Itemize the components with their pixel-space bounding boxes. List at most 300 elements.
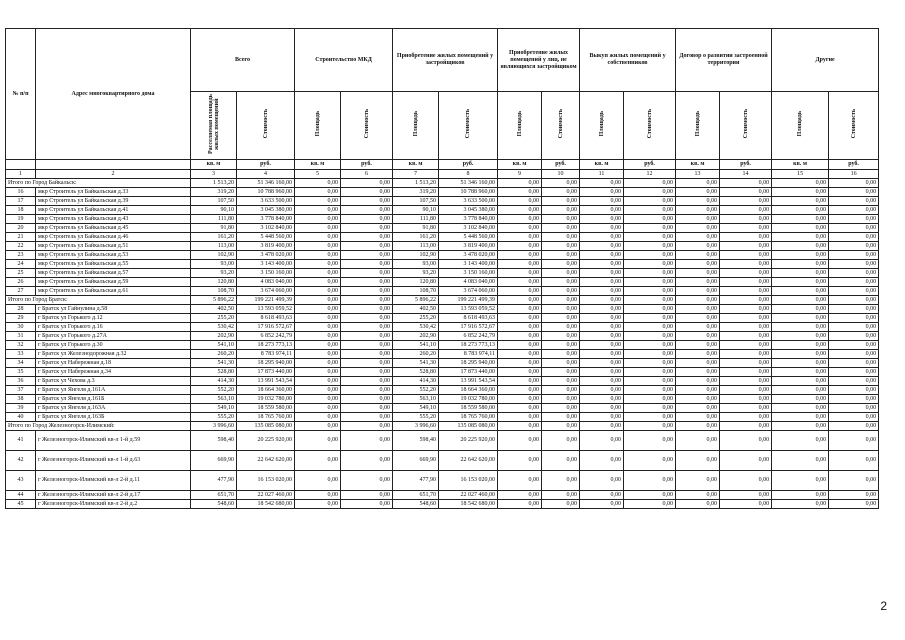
value-cell-c2: 0,00: [341, 251, 393, 260]
value-cell-zero: 0,00: [498, 395, 542, 404]
table-row: [6, 413, 879, 422]
table-row: [6, 278, 879, 287]
value-cell-a2: 0,00: [295, 215, 341, 224]
value-cell-c3: 22 027 460,00: [439, 491, 498, 500]
table-row: [6, 188, 879, 197]
value-cell-zero: 0,00: [829, 341, 879, 350]
value-cell-zero: 0,00: [624, 422, 676, 431]
row-number: 31: [6, 332, 36, 341]
value-cell-zero: 0,00: [829, 242, 879, 251]
unit-cell: руб.: [542, 160, 580, 170]
address-cell: г Братск ул Янгеля д.163Б: [36, 413, 191, 422]
units-empty-cell: [6, 160, 36, 170]
value-cell-zero: 0,00: [498, 179, 542, 188]
value-cell-cost: 8 783 974,11: [237, 350, 295, 359]
value-cell-zero: 0,00: [624, 377, 676, 386]
value-cell-cost: 19 032 780,00: [237, 395, 295, 404]
value-cell-c2: 0,00: [341, 179, 393, 188]
table-row: [6, 215, 879, 224]
row-number: 28: [6, 305, 36, 314]
address-cell: мкр Строитель ул Байкальская д.45: [36, 224, 191, 233]
value-cell-zero: 0,00: [498, 341, 542, 350]
value-cell-a2: 0,00: [295, 242, 341, 251]
value-cell-zero: 0,00: [676, 404, 720, 413]
value-cell-zero: 0,00: [720, 287, 772, 296]
value-cell-zero: 0,00: [772, 350, 829, 359]
value-cell-cost: 16 153 020,00: [237, 471, 295, 491]
value-cell-a2: 0,00: [295, 500, 341, 509]
value-cell-cost: 51 346 160,00: [237, 179, 295, 188]
value-cell-zero: 0,00: [542, 395, 580, 404]
table-row: [6, 206, 879, 215]
address-cell: мкр Строитель ул Байкальская д.41: [36, 206, 191, 215]
row-number: 20: [6, 224, 36, 233]
value-cell-zero: 0,00: [772, 197, 829, 206]
subheader-label: Площадь: [412, 111, 419, 137]
value-cell-a2: 0,00: [295, 471, 341, 491]
value-cell-a3: 90,10: [393, 206, 439, 215]
value-cell-zero: 0,00: [829, 377, 879, 386]
value-cell-zero: 0,00: [829, 451, 879, 471]
value-cell-zero: 0,00: [829, 314, 879, 323]
value-cell-zero: 0,00: [829, 323, 879, 332]
address-cell: г Братск ул Чехова д.3: [36, 377, 191, 386]
value-cell-zero: 0,00: [676, 188, 720, 197]
value-cell-a2: 0,00: [295, 422, 341, 431]
value-cell-zero: 0,00: [542, 251, 580, 260]
value-cell-zero: 0,00: [720, 368, 772, 377]
value-cell-zero: 0,00: [498, 215, 542, 224]
value-cell-zero: 0,00: [772, 269, 829, 278]
table-row: [6, 368, 879, 377]
value-cell-c3: 19 032 780,00: [439, 395, 498, 404]
value-cell-zero: 0,00: [580, 359, 624, 368]
value-cell-c2: 0,00: [341, 431, 393, 451]
address-cell: г Братск ул Набережная д.34: [36, 368, 191, 377]
value-cell-a2: 0,00: [295, 359, 341, 368]
value-cell-zero: 0,00: [498, 251, 542, 260]
value-cell-c2: 0,00: [341, 471, 393, 491]
subheader-label: Расселяемая площадь жилых помещений: [207, 94, 220, 154]
value-cell-zero: 0,00: [580, 471, 624, 491]
value-cell-zero: 0,00: [829, 197, 879, 206]
value-cell-c3: 13 593 059,52: [439, 305, 498, 314]
value-cell-zero: 0,00: [624, 206, 676, 215]
value-cell-zero: 0,00: [624, 278, 676, 287]
value-cell-a2: 0,00: [295, 314, 341, 323]
value-cell-zero: 0,00: [720, 197, 772, 206]
address-cell: мкр Строитель ул Байкальская д.53: [36, 251, 191, 260]
value-cell-cost: 8 618 493,63: [237, 314, 295, 323]
value-cell-zero: 0,00: [498, 451, 542, 471]
value-cell-zero: 0,00: [624, 431, 676, 451]
value-cell-zero: 0,00: [624, 341, 676, 350]
value-cell-c3: 18 559 580,00: [439, 404, 498, 413]
value-cell-a3: 598,40: [393, 431, 439, 451]
value-cell-zero: 0,00: [829, 422, 879, 431]
column-number-cell: 5: [295, 170, 341, 179]
value-cell-zero: 0,00: [772, 188, 829, 197]
value-cell-zero: 0,00: [624, 296, 676, 305]
value-cell-c2: 0,00: [341, 451, 393, 471]
value-cell-zero: 0,00: [580, 278, 624, 287]
value-cell-a2: 0,00: [295, 386, 341, 395]
value-cell-a2: 0,00: [295, 404, 341, 413]
value-cell-area: 563,10: [191, 395, 237, 404]
value-cell-zero: 0,00: [772, 260, 829, 269]
value-cell-cost: 3 143 400,00: [237, 260, 295, 269]
row-number: 22: [6, 242, 36, 251]
address-cell: мкр Строитель ул Байкальская д.55: [36, 260, 191, 269]
value-cell-zero: 0,00: [676, 431, 720, 451]
table-row: [6, 395, 879, 404]
value-cell-cost: 18 295 940,00: [237, 359, 295, 368]
value-cell-zero: 0,00: [624, 404, 676, 413]
value-cell-zero: 0,00: [676, 451, 720, 471]
subheader-label: Площадь: [797, 111, 804, 137]
value-cell-c2: 0,00: [341, 413, 393, 422]
value-cell-zero: 0,00: [720, 242, 772, 251]
value-cell-zero: 0,00: [580, 233, 624, 242]
value-cell-zero: 0,00: [580, 287, 624, 296]
value-cell-zero: 0,00: [498, 224, 542, 233]
subtotal-row: [6, 296, 879, 305]
value-cell-zero: 0,00: [676, 242, 720, 251]
value-cell-zero: 0,00: [720, 206, 772, 215]
value-cell-zero: 0,00: [580, 242, 624, 251]
value-cell-c2: 0,00: [341, 368, 393, 377]
value-cell-cost: 3 478 020,00: [237, 251, 295, 260]
column-number-cell: 10: [542, 170, 580, 179]
value-cell-c2: 0,00: [341, 215, 393, 224]
value-cell-a3: 528,80: [393, 368, 439, 377]
report-sheet: [5, 28, 878, 509]
value-cell-c3: 18 273 773,13: [439, 341, 498, 350]
value-cell-area: 260,20: [191, 350, 237, 359]
row-number: 26: [6, 278, 36, 287]
value-cell-zero: 0,00: [772, 224, 829, 233]
value-cell-c3: 4 083 040,00: [439, 278, 498, 287]
value-cell-zero: 0,00: [542, 206, 580, 215]
subheader-cell: [676, 92, 720, 160]
table-row: [6, 260, 879, 269]
header-group-development-agreement: Договор о развитии застроенной территории: [676, 29, 772, 92]
row-number: 18: [6, 206, 36, 215]
value-cell-a2: 0,00: [295, 491, 341, 500]
value-cell-c3: 51 346 160,00: [439, 179, 498, 188]
value-cell-a3: 255,20: [393, 314, 439, 323]
value-cell-zero: 0,00: [498, 471, 542, 491]
value-cell-zero: 0,00: [498, 386, 542, 395]
value-cell-zero: 0,00: [580, 179, 624, 188]
value-cell-zero: 0,00: [624, 233, 676, 242]
value-cell-a3: 202,90: [393, 332, 439, 341]
row-number: 25: [6, 269, 36, 278]
value-cell-zero: 0,00: [542, 377, 580, 386]
value-cell-zero: 0,00: [720, 413, 772, 422]
subheader-cell: [829, 92, 879, 160]
unit-cell: кв. м: [295, 160, 341, 170]
value-cell-zero: 0,00: [772, 368, 829, 377]
value-cell-zero: 0,00: [498, 350, 542, 359]
value-cell-a2: 0,00: [295, 197, 341, 206]
address-cell: г Железногорск-Илимский кв-л 2-й д.2: [36, 500, 191, 509]
header-group-buyout: Выкуп жилых помещений у собственников: [580, 29, 676, 92]
value-cell-zero: 0,00: [624, 314, 676, 323]
unit-cell: кв. м: [772, 160, 829, 170]
column-number-cell: 12: [624, 170, 676, 179]
table-row: [6, 332, 879, 341]
value-cell-zero: 0,00: [580, 206, 624, 215]
value-cell-zero: 0,00: [624, 287, 676, 296]
value-cell-zero: 0,00: [772, 278, 829, 287]
value-cell-c2: 0,00: [341, 260, 393, 269]
value-cell-area: 530,42: [191, 323, 237, 332]
value-cell-c3: 18 542 680,00: [439, 500, 498, 509]
value-cell-c2: 0,00: [341, 404, 393, 413]
value-cell-zero: 0,00: [498, 242, 542, 251]
value-cell-zero: 0,00: [542, 287, 580, 296]
value-cell-zero: 0,00: [542, 179, 580, 188]
value-cell-zero: 0,00: [829, 206, 879, 215]
value-cell-zero: 0,00: [772, 491, 829, 500]
value-cell-zero: 0,00: [676, 341, 720, 350]
value-cell-zero: 0,00: [580, 296, 624, 305]
value-cell-zero: 0,00: [772, 332, 829, 341]
value-cell-area: 90,10: [191, 206, 237, 215]
value-cell-zero: 0,00: [676, 422, 720, 431]
value-cell-a2: 0,00: [295, 305, 341, 314]
address-cell: г Братск ул Горького д.16: [36, 323, 191, 332]
value-cell-zero: 0,00: [720, 404, 772, 413]
table-row: [6, 314, 879, 323]
row-number: 33: [6, 350, 36, 359]
value-cell-zero: 0,00: [676, 251, 720, 260]
value-cell-c2: 0,00: [341, 287, 393, 296]
value-cell-zero: 0,00: [772, 296, 829, 305]
column-number-cell: 3: [191, 170, 237, 179]
value-cell-zero: 0,00: [772, 471, 829, 491]
value-cell-zero: 0,00: [624, 395, 676, 404]
value-cell-cost: 22 642 620,00: [237, 451, 295, 471]
value-cell-c2: 0,00: [341, 386, 393, 395]
value-cell-zero: 0,00: [720, 260, 772, 269]
value-cell-c2: 0,00: [341, 242, 393, 251]
value-cell-c3: 18 765 760,00: [439, 413, 498, 422]
value-cell-zero: 0,00: [676, 206, 720, 215]
value-cell-area: 202,90: [191, 332, 237, 341]
value-cell-zero: 0,00: [542, 305, 580, 314]
value-cell-zero: 0,00: [542, 368, 580, 377]
value-cell-a3: 102,90: [393, 251, 439, 260]
value-cell-zero: 0,00: [720, 359, 772, 368]
value-cell-a3: 1 513,20: [393, 179, 439, 188]
table-row: [6, 323, 879, 332]
value-cell-area: 555,20: [191, 413, 237, 422]
value-cell-zero: 0,00: [498, 359, 542, 368]
unit-cell: кв. м: [676, 160, 720, 170]
table-row: [6, 377, 879, 386]
value-cell-area: 669,90: [191, 451, 237, 471]
value-cell-zero: 0,00: [498, 233, 542, 242]
value-cell-zero: 0,00: [580, 395, 624, 404]
value-cell-zero: 0,00: [580, 422, 624, 431]
value-cell-zero: 0,00: [720, 395, 772, 404]
row-number: 38: [6, 395, 36, 404]
value-cell-zero: 0,00: [772, 251, 829, 260]
header-address: Адрес многоквартирного дома: [36, 29, 191, 160]
value-cell-a3: 555,20: [393, 413, 439, 422]
value-cell-zero: 0,00: [542, 350, 580, 359]
value-cell-area: 107,50: [191, 197, 237, 206]
table-row: [6, 451, 879, 471]
value-cell-zero: 0,00: [580, 323, 624, 332]
row-number: 37: [6, 386, 36, 395]
address-cell: мкр Строитель ул Байкальская д.57: [36, 269, 191, 278]
value-cell-zero: 0,00: [829, 233, 879, 242]
value-cell-c2: 0,00: [341, 296, 393, 305]
value-cell-zero: 0,00: [829, 332, 879, 341]
address-cell: г Железногорск-Илимский кв-л 1-й д.63: [36, 451, 191, 471]
value-cell-area: 319,20: [191, 188, 237, 197]
value-cell-zero: 0,00: [498, 260, 542, 269]
value-cell-zero: 0,00: [772, 341, 829, 350]
value-cell-c3: 16 153 020,00: [439, 471, 498, 491]
value-cell-zero: 0,00: [829, 413, 879, 422]
value-cell-zero: 0,00: [720, 188, 772, 197]
value-cell-a3: 5 896,22: [393, 296, 439, 305]
value-cell-c3: 6 852 242,79: [439, 332, 498, 341]
value-cell-cost: 13 991 543,54: [237, 377, 295, 386]
value-cell-zero: 0,00: [624, 368, 676, 377]
table-row: [6, 350, 879, 359]
value-cell-c2: 0,00: [341, 269, 393, 278]
row-number: 45: [6, 500, 36, 509]
value-cell-a3: 93,00: [393, 260, 439, 269]
value-cell-zero: 0,00: [676, 260, 720, 269]
value-cell-cost: 3 102 840,00: [237, 224, 295, 233]
value-cell-a2: 0,00: [295, 431, 341, 451]
value-cell-zero: 0,00: [772, 233, 829, 242]
row-number: 42: [6, 451, 36, 471]
unit-cell: руб.: [341, 160, 393, 170]
subheader-cell: [624, 92, 676, 160]
value-cell-cost: 3 778 840,00: [237, 215, 295, 224]
subheader-cell: [439, 92, 498, 160]
address-cell: г Железногорск-Илимский кв-л 2-й д.17: [36, 491, 191, 500]
subheader-cell: [542, 92, 580, 160]
subtotal-label: Итого по Город Железногорск-Илимский:: [6, 422, 191, 431]
subheader-label: Стоимость: [262, 109, 269, 139]
value-cell-zero: 0,00: [542, 242, 580, 251]
value-cell-zero: 0,00: [676, 179, 720, 188]
value-cell-zero: 0,00: [542, 269, 580, 278]
value-cell-zero: 0,00: [829, 215, 879, 224]
value-cell-zero: 0,00: [829, 224, 879, 233]
value-cell-zero: 0,00: [772, 314, 829, 323]
value-cell-a3: 530,42: [393, 323, 439, 332]
value-cell-zero: 0,00: [580, 251, 624, 260]
row-number: 24: [6, 260, 36, 269]
value-cell-zero: 0,00: [624, 251, 676, 260]
value-cell-zero: 0,00: [720, 341, 772, 350]
subheader-label: Стоимость: [850, 109, 857, 139]
value-cell-zero: 0,00: [542, 422, 580, 431]
value-cell-a3: 3 996,60: [393, 422, 439, 431]
column-number-cell: 15: [772, 170, 829, 179]
address-cell: г Братск ул Янгеля д.161А: [36, 386, 191, 395]
value-cell-zero: 0,00: [676, 224, 720, 233]
value-cell-zero: 0,00: [542, 431, 580, 451]
value-cell-area: 402,50: [191, 305, 237, 314]
value-cell-cost: 6 852 242,79: [237, 332, 295, 341]
value-cell-zero: 0,00: [720, 451, 772, 471]
value-cell-zero: 0,00: [772, 431, 829, 451]
row-number: 36: [6, 377, 36, 386]
value-cell-a2: 0,00: [295, 296, 341, 305]
value-cell-zero: 0,00: [829, 188, 879, 197]
value-cell-c2: 0,00: [341, 323, 393, 332]
value-cell-c2: 0,00: [341, 314, 393, 323]
table-row: [6, 224, 879, 233]
value-cell-cost: 18 273 773,13: [237, 341, 295, 350]
value-cell-a3: 111,80: [393, 215, 439, 224]
value-cell-zero: 0,00: [772, 386, 829, 395]
value-cell-c3: 18 664 360,00: [439, 386, 498, 395]
column-number-cell: 13: [676, 170, 720, 179]
value-cell-a3: 669,90: [393, 451, 439, 471]
value-cell-zero: 0,00: [676, 332, 720, 341]
column-number-cell: 4: [237, 170, 295, 179]
value-cell-zero: 0,00: [580, 413, 624, 422]
value-cell-zero: 0,00: [720, 251, 772, 260]
value-cell-zero: 0,00: [624, 260, 676, 269]
address-cell: г Братск ул Горького д.12: [36, 314, 191, 323]
value-cell-zero: 0,00: [542, 359, 580, 368]
row-number: 16: [6, 188, 36, 197]
value-cell-a3: 563,10: [393, 395, 439, 404]
value-cell-a2: 0,00: [295, 269, 341, 278]
value-cell-cost: 20 225 920,00: [237, 431, 295, 451]
row-number: 35: [6, 368, 36, 377]
value-cell-area: 161,20: [191, 233, 237, 242]
value-cell-zero: 0,00: [676, 323, 720, 332]
value-cell-zero: 0,00: [720, 233, 772, 242]
value-cell-cost: 135 085 080,00: [237, 422, 295, 431]
subtotal-label: Итого по Город Братск:: [6, 296, 191, 305]
table-row: [6, 500, 879, 509]
subheader-label: Стоимость: [363, 109, 370, 139]
value-cell-zero: 0,00: [772, 404, 829, 413]
subheader-label: Площадь: [516, 111, 523, 137]
value-cell-area: 651,70: [191, 491, 237, 500]
value-cell-zero: 0,00: [624, 471, 676, 491]
address-cell: г Братск ул Янгеля д.163А: [36, 404, 191, 413]
value-cell-zero: 0,00: [580, 341, 624, 350]
value-cell-c2: 0,00: [341, 278, 393, 287]
value-cell-area: 120,80: [191, 278, 237, 287]
unit-cell: руб.: [439, 160, 498, 170]
table-row: [6, 359, 879, 368]
value-cell-c3: 22 642 620,00: [439, 451, 498, 471]
value-cell-a2: 0,00: [295, 287, 341, 296]
value-cell-zero: 0,00: [542, 500, 580, 509]
value-cell-zero: 0,00: [676, 386, 720, 395]
value-cell-zero: 0,00: [542, 491, 580, 500]
column-number-cell: 6: [341, 170, 393, 179]
value-cell-area: 548,60: [191, 500, 237, 509]
value-cell-zero: 0,00: [676, 377, 720, 386]
